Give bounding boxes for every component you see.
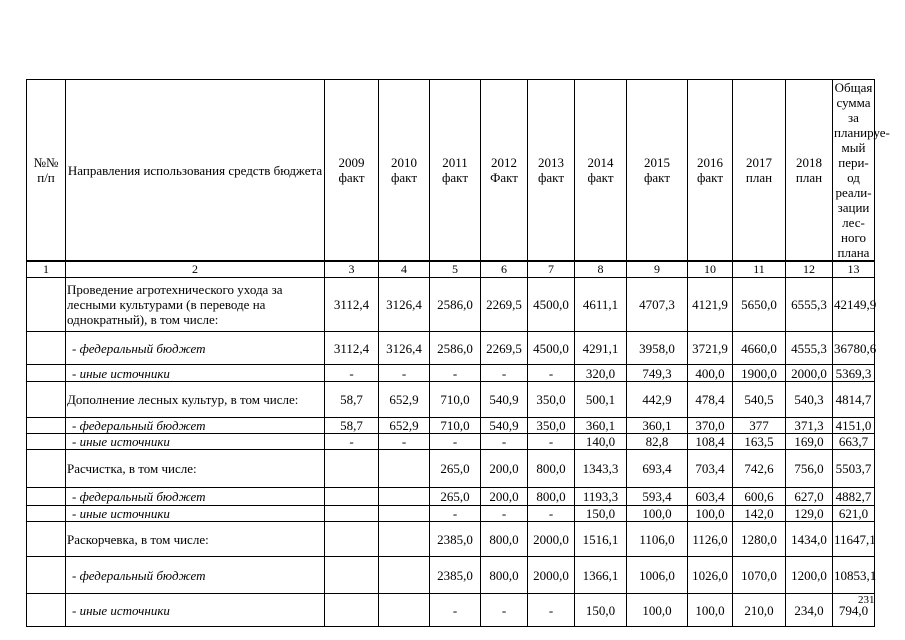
column-number: 1 <box>27 261 66 278</box>
value-cell: 100,0 <box>627 506 688 522</box>
value-cell: 4707,3 <box>627 278 688 332</box>
row-subname-cell: - федеральный бюджет <box>66 332 325 365</box>
value-cell <box>325 557 379 594</box>
column-number: 5 <box>430 261 481 278</box>
value-cell: 200,0 <box>481 488 528 506</box>
row-name-cell: Раскорчевка, в том числе: <box>66 522 325 557</box>
value-cell: 1026,0 <box>688 557 733 594</box>
row-subname-cell: - иные источники <box>66 506 325 522</box>
value-cell: 2269,5 <box>481 278 528 332</box>
table-row <box>27 434 875 450</box>
value-cell: 108,4 <box>688 434 733 450</box>
value-cell: 3958,0 <box>627 332 688 365</box>
value-cell: - <box>481 506 528 522</box>
row-subname-cell: - федеральный бюджет <box>66 557 325 594</box>
table-row <box>27 450 875 488</box>
value-cell: 2000,0 <box>786 365 833 382</box>
value-cell: 140,0 <box>575 434 627 450</box>
value-cell: 2385,0 <box>430 557 481 594</box>
value-cell <box>325 488 379 506</box>
value-cell: 621,0 <box>833 506 875 522</box>
value-cell: 169,0 <box>786 434 833 450</box>
value-cell: 603,4 <box>688 488 733 506</box>
value-cell: 42149,9 <box>833 278 875 332</box>
value-cell: 2586,0 <box>430 278 481 332</box>
row-index-cell <box>27 434 66 450</box>
value-cell: 593,4 <box>627 488 688 506</box>
value-cell: 210,0 <box>733 594 786 627</box>
value-cell: 265,0 <box>430 450 481 488</box>
value-cell: 4500,0 <box>528 332 575 365</box>
value-cell: 1516,1 <box>575 522 627 557</box>
header-year: 2011 факт <box>430 80 481 262</box>
value-cell <box>379 506 430 522</box>
value-cell: - <box>430 506 481 522</box>
value-cell: 265,0 <box>430 488 481 506</box>
column-number: 10 <box>688 261 733 278</box>
value-cell: 4611,1 <box>575 278 627 332</box>
table-row <box>27 488 875 506</box>
value-cell: 150,0 <box>575 594 627 627</box>
value-cell <box>379 594 430 627</box>
value-cell: 150,0 <box>575 506 627 522</box>
column-number: 7 <box>528 261 575 278</box>
value-cell: 4151,0 <box>833 418 875 434</box>
value-cell: 3112,4 <box>325 278 379 332</box>
row-subname-cell: - федеральный бюджет <box>66 418 325 434</box>
value-cell: 1070,0 <box>733 557 786 594</box>
value-cell: 442,9 <box>627 382 688 418</box>
header-year: 2013 факт <box>528 80 575 262</box>
row-subname-cell: - иные источники <box>66 434 325 450</box>
column-number: 9 <box>627 261 688 278</box>
row-subname-cell: - иные источники <box>66 594 325 627</box>
value-cell: 742,6 <box>733 450 786 488</box>
value-cell: 756,0 <box>786 450 833 488</box>
row-index-cell <box>27 594 66 627</box>
value-cell: 1434,0 <box>786 522 833 557</box>
value-cell: 1106,0 <box>627 522 688 557</box>
value-cell: 129,0 <box>786 506 833 522</box>
row-index-cell <box>27 450 66 488</box>
value-cell: 6555,3 <box>786 278 833 332</box>
value-cell: 3721,9 <box>688 332 733 365</box>
value-cell: 540,9 <box>481 418 528 434</box>
value-cell: 5503,7 <box>833 450 875 488</box>
value-cell: 58,7 <box>325 418 379 434</box>
value-cell: 710,0 <box>430 418 481 434</box>
header-year: 2015 факт <box>627 80 688 262</box>
value-cell: 400,0 <box>688 365 733 382</box>
value-cell <box>325 506 379 522</box>
value-cell: 4500,0 <box>528 278 575 332</box>
value-cell: 377 <box>733 418 786 434</box>
value-cell: 703,4 <box>688 450 733 488</box>
value-cell <box>379 522 430 557</box>
row-index-cell <box>27 365 66 382</box>
row-index-cell <box>27 418 66 434</box>
header-num: №№ п/п <box>27 80 66 262</box>
value-cell: - <box>481 594 528 627</box>
value-cell: 11647,1 <box>833 522 875 557</box>
value-cell: 350,0 <box>528 418 575 434</box>
value-cell: 749,3 <box>627 365 688 382</box>
column-number: 11 <box>733 261 786 278</box>
value-cell: - <box>325 434 379 450</box>
value-cell: 4814,7 <box>833 382 875 418</box>
value-cell: 652,9 <box>379 382 430 418</box>
value-cell: 142,0 <box>733 506 786 522</box>
page-number: 231 <box>858 594 875 606</box>
column-number: 12 <box>786 261 833 278</box>
value-cell: 800,0 <box>481 557 528 594</box>
value-cell: 2385,0 <box>430 522 481 557</box>
column-numbers-row <box>27 261 875 278</box>
row-index-cell <box>27 506 66 522</box>
value-cell: 540,9 <box>481 382 528 418</box>
table-row <box>27 522 875 557</box>
value-cell: 800,0 <box>528 450 575 488</box>
value-cell: 234,0 <box>786 594 833 627</box>
table-row <box>27 278 875 332</box>
value-cell: 2000,0 <box>528 557 575 594</box>
header-year: 2017 план <box>733 80 786 262</box>
value-cell: 478,4 <box>688 382 733 418</box>
value-cell: - <box>481 365 528 382</box>
value-cell: 36780,6 <box>833 332 875 365</box>
value-cell: 1366,1 <box>575 557 627 594</box>
table-row <box>27 382 875 418</box>
column-number: 2 <box>66 261 325 278</box>
value-cell: 58,7 <box>325 382 379 418</box>
value-cell: 360,1 <box>627 418 688 434</box>
value-cell: 800,0 <box>481 522 528 557</box>
value-cell: 600,6 <box>733 488 786 506</box>
row-name-cell: Проведение агротехнического ухода за лесными культурами (в переводе на однократный), в том числе: <box>66 278 325 332</box>
value-cell: 500,1 <box>575 382 627 418</box>
row-subname-cell: - иные источники <box>66 365 325 382</box>
row-subname-cell: - федеральный бюджет <box>66 488 325 506</box>
header-year: 2016 факт <box>688 80 733 262</box>
value-cell: 1900,0 <box>733 365 786 382</box>
row-index-cell <box>27 522 66 557</box>
value-cell: 1006,0 <box>627 557 688 594</box>
table-row <box>27 365 875 382</box>
value-cell: 693,4 <box>627 450 688 488</box>
column-number: 6 <box>481 261 528 278</box>
value-cell: 3126,4 <box>379 278 430 332</box>
value-cell: - <box>430 434 481 450</box>
row-index-cell <box>27 488 66 506</box>
value-cell: 320,0 <box>575 365 627 382</box>
column-number: 4 <box>379 261 430 278</box>
value-cell: 627,0 <box>786 488 833 506</box>
value-cell: 4882,7 <box>833 488 875 506</box>
value-cell: 1280,0 <box>733 522 786 557</box>
value-cell: 652,9 <box>379 418 430 434</box>
value-cell: 10853,1 <box>833 557 875 594</box>
column-number: 3 <box>325 261 379 278</box>
value-cell: - <box>481 434 528 450</box>
value-cell: 100,0 <box>688 594 733 627</box>
value-cell <box>325 522 379 557</box>
column-number: 13 <box>833 261 875 278</box>
value-cell: - <box>379 365 430 382</box>
header-year: 2018 план <box>786 80 833 262</box>
table-header-row <box>27 80 875 262</box>
table-row <box>27 594 875 627</box>
value-cell <box>379 557 430 594</box>
header-year: 2009 факт <box>325 80 379 262</box>
value-cell: - <box>528 594 575 627</box>
table-row <box>27 332 875 365</box>
header-year: 2010 факт <box>379 80 430 262</box>
value-cell: 3126,4 <box>379 332 430 365</box>
value-cell: 5369,3 <box>833 365 875 382</box>
header-year: 2014 факт <box>575 80 627 262</box>
row-index-cell <box>27 382 66 418</box>
value-cell: - <box>528 434 575 450</box>
header-total: Общая сумма за планируе-мый пери-од реали-зации лес-ного плана <box>834 80 890 260</box>
value-cell: - <box>430 365 481 382</box>
value-cell: 163,5 <box>733 434 786 450</box>
table-row <box>27 506 875 522</box>
value-cell: 540,3 <box>786 382 833 418</box>
table-row <box>27 557 875 594</box>
value-cell: 4291,1 <box>575 332 627 365</box>
value-cell: 100,0 <box>688 506 733 522</box>
value-cell: - <box>528 506 575 522</box>
value-cell <box>325 594 379 627</box>
value-cell <box>379 450 430 488</box>
value-cell: 794,0 <box>833 594 875 627</box>
value-cell: - <box>325 365 379 382</box>
column-number: 8 <box>575 261 627 278</box>
value-cell: - <box>430 594 481 627</box>
value-cell: 360,1 <box>575 418 627 434</box>
value-cell: 2269,5 <box>481 332 528 365</box>
value-cell: 663,7 <box>833 434 875 450</box>
value-cell: 2586,0 <box>430 332 481 365</box>
header-direction: Направления использования средств бюджета <box>66 80 325 262</box>
value-cell: 350,0 <box>528 382 575 418</box>
value-cell: 540,5 <box>733 382 786 418</box>
value-cell: 800,0 <box>528 488 575 506</box>
row-name-cell: Расчистка, в том числе: <box>66 450 325 488</box>
value-cell: 1193,3 <box>575 488 627 506</box>
value-cell: 1126,0 <box>688 522 733 557</box>
value-cell <box>379 488 430 506</box>
value-cell: 4660,0 <box>733 332 786 365</box>
value-cell: 2000,0 <box>528 522 575 557</box>
row-index-cell <box>27 332 66 365</box>
header-year: 2012 Факт <box>481 80 528 262</box>
budget-table <box>26 79 890 627</box>
value-cell: 4121,9 <box>688 278 733 332</box>
value-cell: 4555,3 <box>786 332 833 365</box>
value-cell: - <box>528 365 575 382</box>
value-cell: 5650,0 <box>733 278 786 332</box>
table-row <box>27 418 875 434</box>
value-cell: 371,3 <box>786 418 833 434</box>
row-index-cell <box>27 557 66 594</box>
value-cell: 370,0 <box>688 418 733 434</box>
value-cell: 710,0 <box>430 382 481 418</box>
value-cell: - <box>379 434 430 450</box>
row-index-cell <box>27 278 66 332</box>
value-cell: 200,0 <box>481 450 528 488</box>
value-cell: 1200,0 <box>786 557 833 594</box>
value-cell: 3112,4 <box>325 332 379 365</box>
value-cell: 100,0 <box>627 594 688 627</box>
row-name-cell: Дополнение лесных культур, в том числе: <box>66 382 325 418</box>
value-cell: 82,8 <box>627 434 688 450</box>
value-cell <box>325 450 379 488</box>
value-cell: 1343,3 <box>575 450 627 488</box>
